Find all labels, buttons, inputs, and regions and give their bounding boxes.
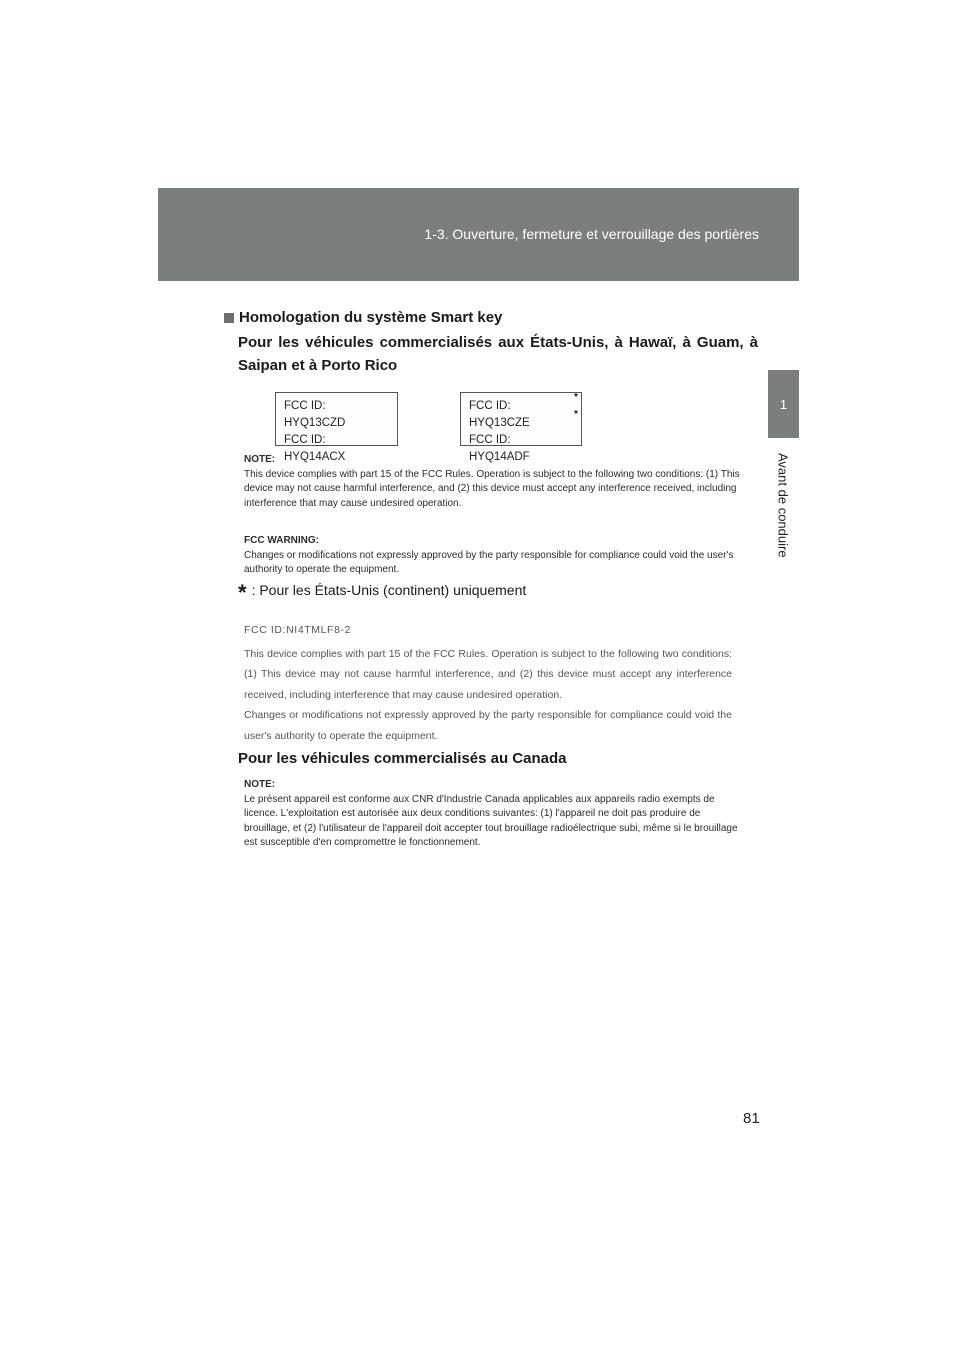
- canada-note-heading: NOTE:: [244, 779, 276, 790]
- fcc-id-line: FCC ID: HYQ14ACX: [284, 434, 346, 463]
- fcc-note-text: This device complies with part 15 of the FCC Rules. Operation is subject to the following two conditions: (1) This device may not cause harmful interference, and (2) this device must accept any interference received, including interference that may cause undesired operation.: [244, 468, 740, 509]
- chapter-title: 1-3. Ouverture, fermeture et verrouillage des portières: [424, 226, 759, 242]
- fcc-id-line: FCC ID: HYQ13CZD: [284, 400, 346, 429]
- asterisk-marker: *: [574, 409, 578, 420]
- footnote: [238, 580, 527, 605]
- asterisk-marker: *: [574, 392, 578, 403]
- footnote-text: : Pour les États-Unis (continent) uniquement: [251, 582, 527, 598]
- section-title: [224, 309, 502, 326]
- usa-heading: Pour les véhicules commercialisés aux États-Unis, à Hawaï, à Guam, à Saipan et à Porto Rico: [238, 334, 758, 374]
- fcc-warning: [244, 534, 744, 578]
- chapter-header: [158, 188, 799, 281]
- fcc-id-line: FCC ID: HYQ13CZE: [469, 400, 530, 429]
- chapter-tab-number: 1: [768, 370, 799, 438]
- fcc-id-box-2: [460, 392, 582, 463]
- fcc-warning-heading: FCC WARNING:: [244, 535, 319, 546]
- fcc-note: [244, 453, 744, 511]
- section-title-text: Homologation du système Smart key: [239, 309, 503, 326]
- canada-note-text: Le présent appareil est conforme aux CNR d'Industrie Canada applicables aux appareils radio exempts de licence. L'exploitation est autorisée aux deux conditions suivantes: (1) l'appareil ne doit pas produire de brouillage, et (2) l'utilisateur de l'appareil doit accepter tout brouillage radioélectrique subi, même si le brouillage est susceptible d'en compromettre le fonctionnement.: [244, 793, 738, 848]
- fcc-block-2-text: This device complies with part 15 of the FCC Rules. Operation is subject to the following two conditions: (1) This device may not cause harmful interference, and (2) this device must accept any interference received, including interference that may cause undesired operation.: [244, 647, 732, 701]
- fcc-id-line: FCC ID: HYQ14ADF: [469, 434, 530, 463]
- fcc-note-heading: NOTE:: [244, 454, 276, 465]
- chapter-tab-label: [757, 440, 809, 570]
- canada-note: [244, 778, 744, 851]
- fcc-block-2-warning: Changes or modifications not expressly approved by the party responsible for compliance could void the user's authority to operate the equipment.: [244, 709, 732, 742]
- page-number: 81: [743, 1110, 760, 1127]
- fcc-id-box-1: [275, 392, 398, 463]
- fcc-warning-text: Changes or modifications not expressly approved by the party responsible for compliance could void the user's authority to operate the equipment.: [244, 549, 734, 575]
- chapter-tab-label-text: Avant de conduire: [775, 452, 791, 558]
- fcc-block-2: [244, 620, 732, 746]
- fcc-block-2-id: FCC ID:NI4TMLF8-2: [244, 624, 352, 636]
- square-bullet-icon: [224, 313, 234, 323]
- asterisk-marker: *: [238, 580, 247, 605]
- canada-heading: Pour les véhicules commercialisés au Canada: [238, 750, 567, 767]
